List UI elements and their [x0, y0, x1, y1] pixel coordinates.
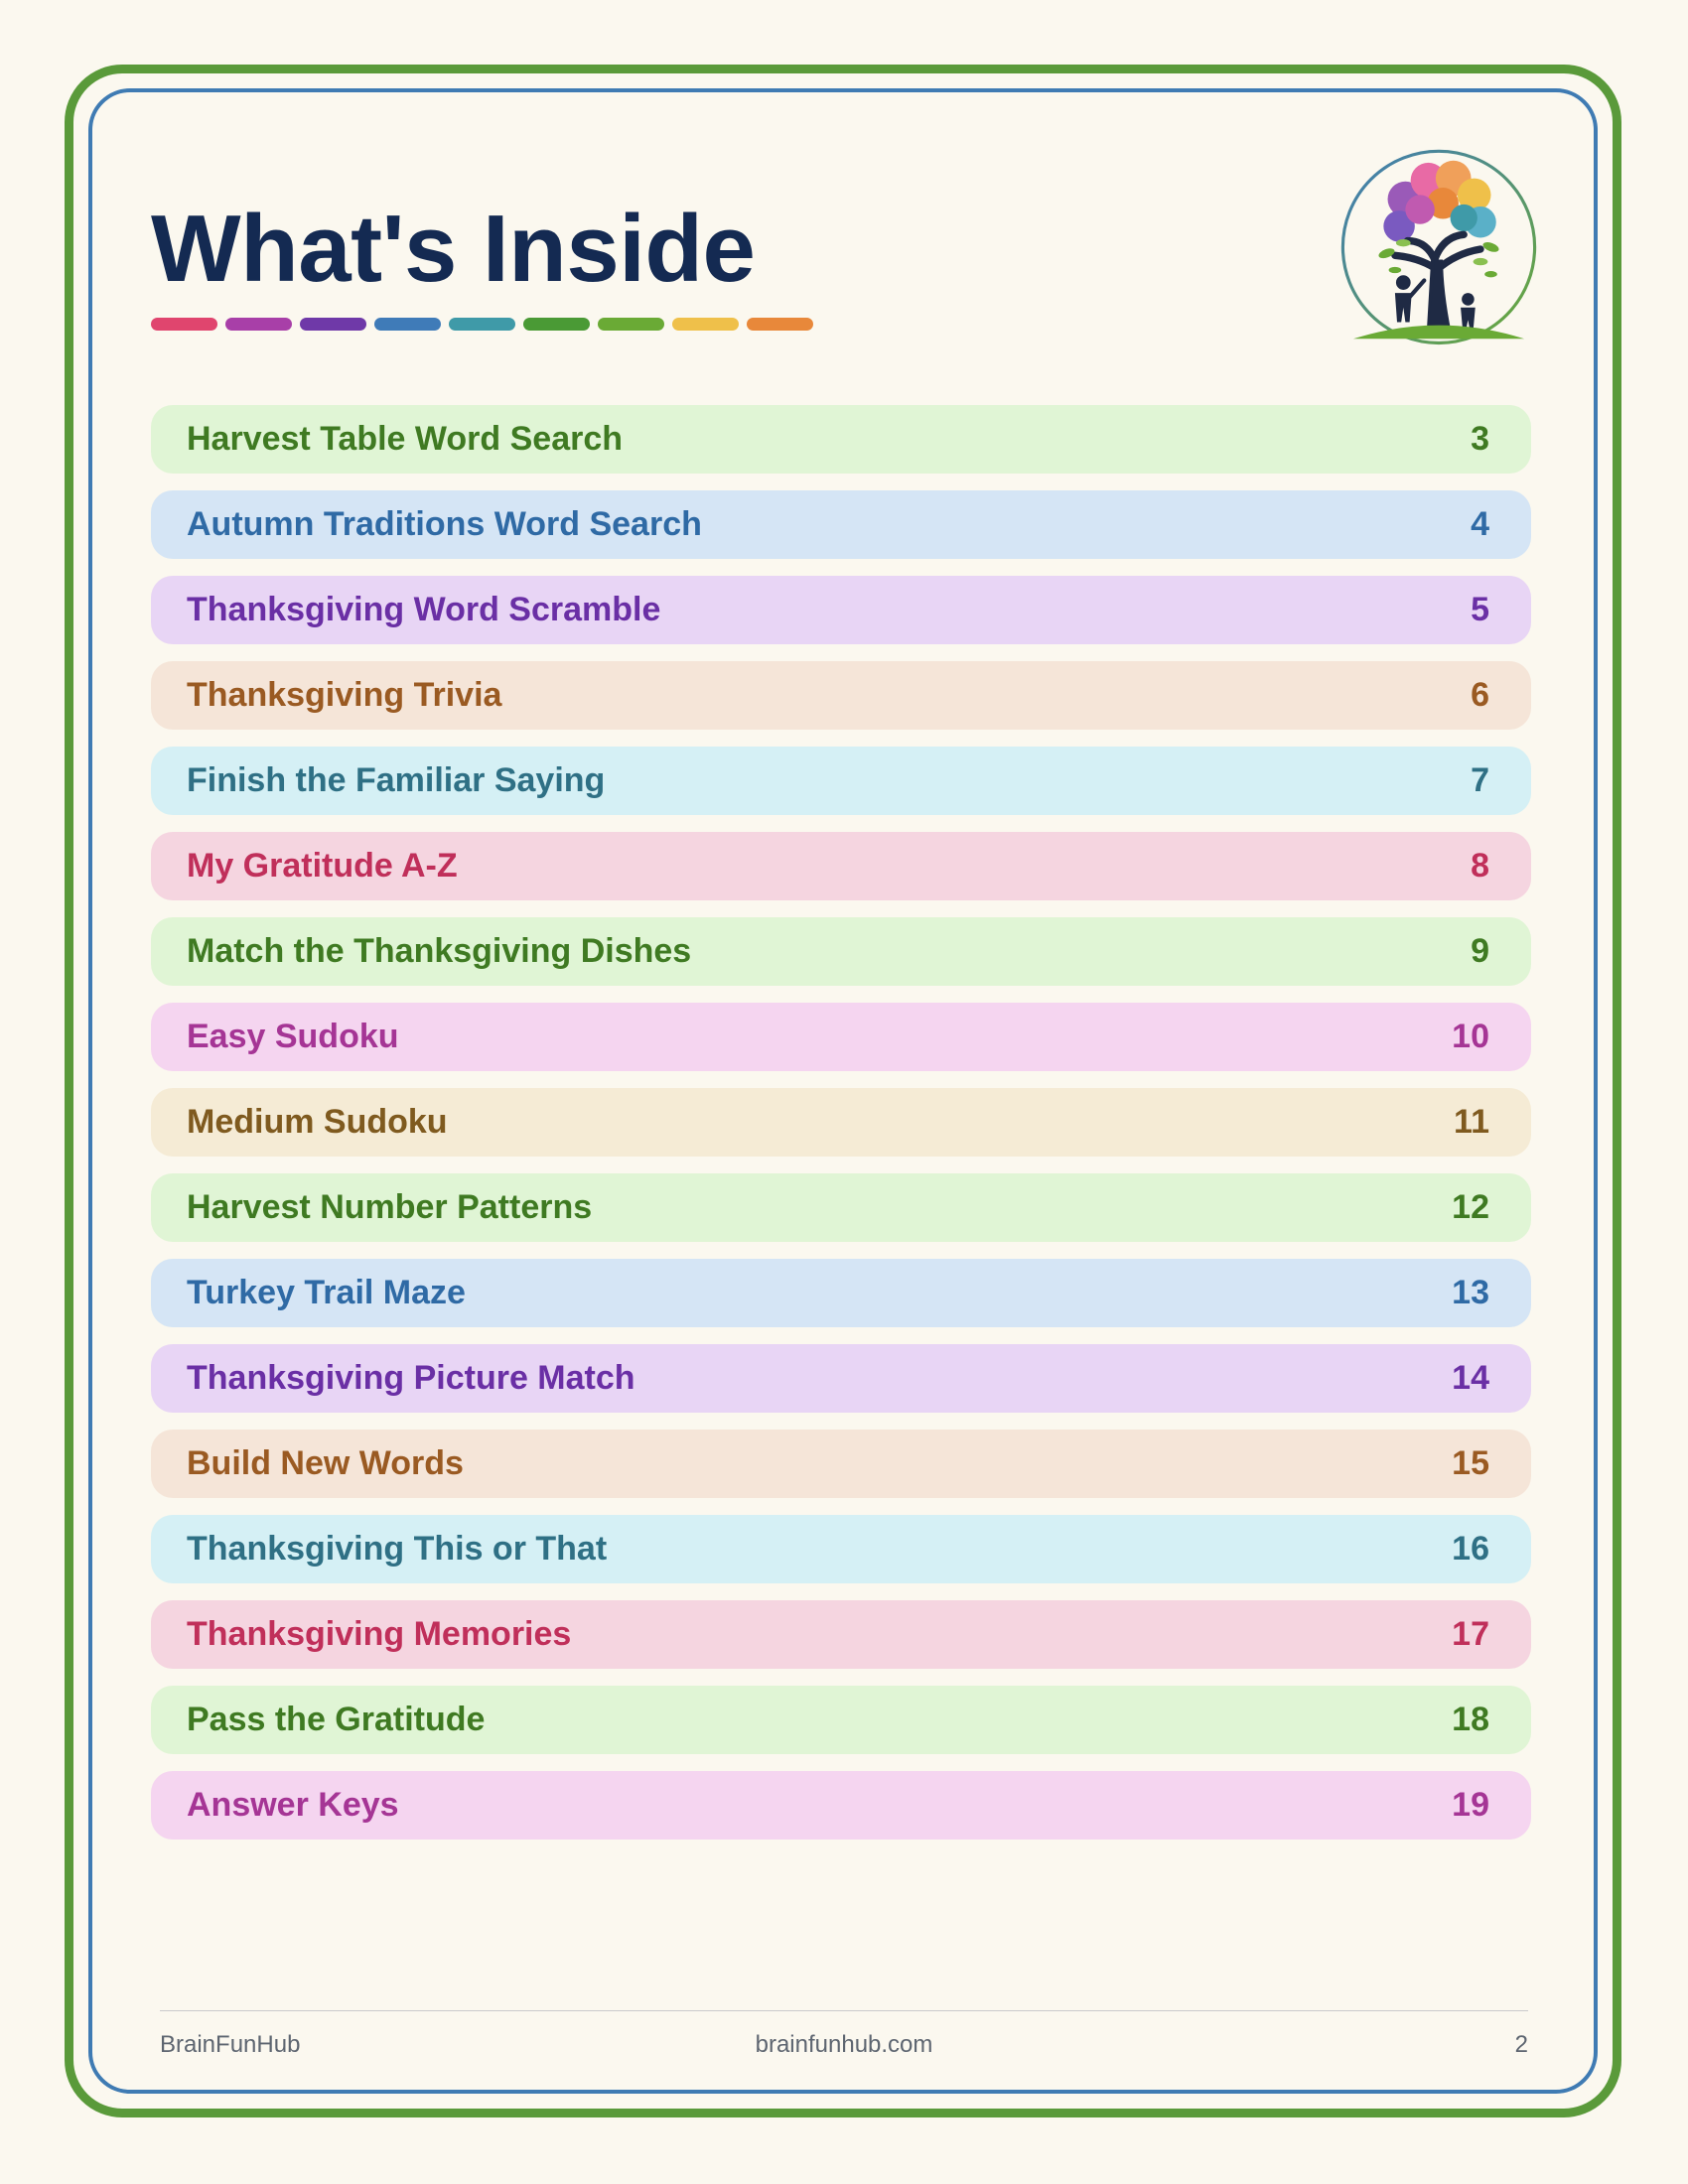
toc-entry-page-number: 6 — [1471, 676, 1489, 714]
toc-row[interactable] — [151, 1515, 1531, 1583]
title-dash — [598, 318, 664, 331]
toc-entry-page-number: 5 — [1471, 591, 1489, 628]
toc-row[interactable] — [151, 747, 1531, 815]
toc-entry-title: Turkey Trail Maze — [187, 1274, 466, 1311]
toc-row[interactable] — [151, 1430, 1531, 1498]
title-underline-dashes — [151, 318, 813, 331]
toc-entry-title: Thanksgiving Trivia — [187, 676, 502, 714]
toc-row[interactable] — [151, 1686, 1531, 1754]
toc-entry-title: Thanksgiving Memories — [187, 1615, 572, 1653]
toc-row[interactable] — [151, 1088, 1531, 1157]
toc-entry-page-number: 19 — [1452, 1786, 1489, 1824]
title-dash — [300, 318, 366, 331]
toc-entry-title: Harvest Number Patterns — [187, 1188, 593, 1226]
toc-entry-page-number: 17 — [1452, 1615, 1489, 1653]
title-dash — [523, 318, 590, 331]
toc-entry-page-number: 16 — [1452, 1530, 1489, 1568]
toc-row[interactable] — [151, 1173, 1531, 1242]
page-title: What's Inside — [151, 196, 756, 302]
footer-url[interactable]: brainfunhub.com — [755, 2031, 933, 2058]
title-dash — [672, 318, 739, 331]
toc-entry-title: Thanksgiving Picture Match — [187, 1359, 635, 1397]
brainfunhub-logo-icon — [1335, 145, 1543, 353]
toc-entry-page-number: 7 — [1471, 761, 1489, 799]
title-dash — [747, 318, 813, 331]
toc-entry-page-number: 3 — [1471, 420, 1489, 458]
footer-page-number: 2 — [1514, 2031, 1528, 2058]
toc-entry-title: Thanksgiving Word Scramble — [187, 591, 661, 628]
toc-entry-title: Thanksgiving This or That — [187, 1530, 608, 1568]
toc-entry-title: Build New Words — [187, 1444, 464, 1482]
toc-entry-title: Easy Sudoku — [187, 1018, 399, 1055]
toc-row[interactable] — [151, 1344, 1531, 1413]
toc-entry-page-number: 14 — [1452, 1359, 1489, 1397]
toc-entry-title: Pass the Gratitude — [187, 1701, 486, 1738]
title-dash — [374, 318, 441, 331]
toc-entry-page-number: 15 — [1452, 1444, 1489, 1482]
footer-brand: BrainFunHub — [160, 2031, 301, 2058]
title-dash — [151, 318, 217, 331]
toc-entry-title: Match the Thanksgiving Dishes — [187, 932, 692, 970]
toc-entry-page-number: 9 — [1471, 932, 1489, 970]
footer-divider — [160, 2010, 1528, 2011]
toc-row[interactable] — [151, 661, 1531, 730]
toc-row[interactable] — [151, 405, 1531, 474]
toc-row[interactable] — [151, 1003, 1531, 1071]
toc-entry-title: Answer Keys — [187, 1786, 399, 1824]
toc-row[interactable] — [151, 917, 1531, 986]
toc-entry-page-number: 18 — [1452, 1701, 1489, 1738]
table-of-contents — [151, 405, 1531, 1856]
toc-row[interactable] — [151, 576, 1531, 644]
toc-entry-page-number: 13 — [1452, 1274, 1489, 1311]
toc-entry-title: Harvest Table Word Search — [187, 420, 624, 458]
toc-row[interactable] — [151, 1771, 1531, 1840]
title-dash — [225, 318, 292, 331]
toc-row[interactable] — [151, 490, 1531, 559]
title-dash — [449, 318, 515, 331]
toc-entry-title: Finish the Familiar Saying — [187, 761, 606, 799]
toc-entry-page-number: 4 — [1471, 505, 1489, 543]
toc-entry-title: My Gratitude A-Z — [187, 847, 458, 885]
toc-row[interactable] — [151, 1259, 1531, 1327]
toc-row[interactable] — [151, 832, 1531, 900]
toc-entry-page-number: 10 — [1452, 1018, 1489, 1055]
toc-entry-title: Autumn Traditions Word Search — [187, 505, 702, 543]
toc-row[interactable] — [151, 1600, 1531, 1669]
toc-entry-page-number: 8 — [1471, 847, 1489, 885]
toc-entry-page-number: 11 — [1454, 1103, 1489, 1141]
toc-entry-title: Medium Sudoku — [187, 1103, 448, 1141]
toc-entry-page-number: 12 — [1452, 1188, 1489, 1226]
